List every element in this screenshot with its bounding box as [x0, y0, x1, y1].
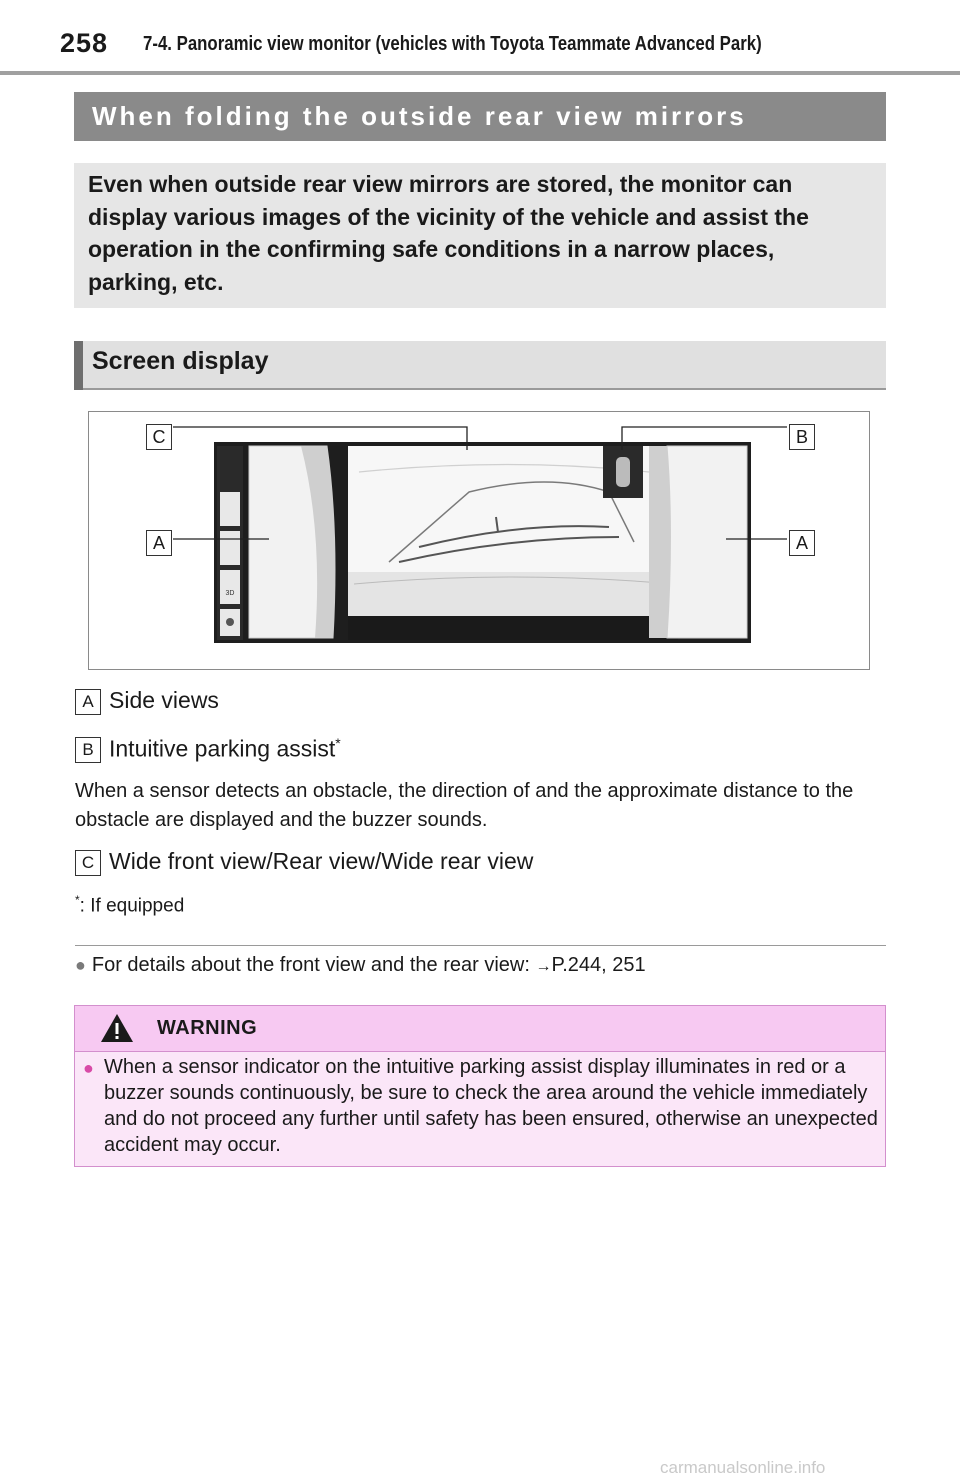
heading-accent [74, 341, 83, 390]
center-view-bottom-bar [348, 616, 678, 640]
warning-triangle-icon [99, 1012, 135, 1044]
view-button-icon [220, 492, 240, 526]
item-a-label: Side views [109, 687, 219, 713]
camera-button-icon [220, 531, 240, 565]
callout-c: C [146, 424, 172, 450]
callout-a-right: A [789, 530, 815, 556]
bullet-icon: ● [83, 1058, 94, 1078]
page-reference-link[interactable]: P.244, 251 [551, 954, 646, 976]
gear-icon [226, 618, 234, 626]
item-c-label: Wide front view/Rear view/Wide rear view [109, 848, 534, 874]
warning-box [74, 1005, 886, 1167]
screen-display-illustration [88, 411, 870, 670]
warning-header [75, 1006, 885, 1052]
callout-a-left: A [146, 530, 172, 556]
ground-area [348, 572, 678, 616]
monitor-screen-drawing [89, 412, 868, 668]
reference-note-text: For details about the front view and the rear view: [91, 954, 536, 976]
note-divider [75, 945, 886, 946]
item-b-description: When a sensor detects an obstacle, the direction of and the approximate distance to the obstacle are displayed and the buzzer sounds. [75, 780, 854, 831]
3d-button-icon [220, 570, 240, 604]
warning-body [75, 1052, 885, 1166]
section-heading-folding-mirrors [74, 92, 886, 141]
footnote-text: : If equipped [79, 895, 185, 917]
warning-text: When a sensor indicator on the intuitive parking assist display illuminates in red or a buzzer sounds continuously, be sure to check the area around the vehicle immediately and do not proceed any further until safety has been ensured, otherwise an unexpected accident may occur. [104, 1056, 878, 1156]
right-side-view [667, 446, 747, 638]
item-b-marker: B [75, 737, 101, 763]
section-heading-screen-display [74, 341, 886, 390]
item-c-marker: C [75, 850, 101, 876]
warning-title: WARNING [157, 1017, 258, 1039]
3d-button-label: 3D [225, 590, 235, 597]
item-b-label-text: Intuitive parking assist [109, 735, 336, 762]
reference-note [75, 954, 646, 977]
vehicle-icon [616, 457, 630, 487]
section-heading-text: When folding the outside rear view mirrors [92, 101, 747, 131]
intro-box [74, 163, 886, 308]
section-heading-text: Screen display [92, 347, 269, 375]
callout-b: B [789, 424, 815, 450]
chapter-title: 7-4. Panoramic view monitor (vehicles with Toyota Teammate Advanced Park) [143, 33, 762, 55]
header-divider [0, 71, 960, 75]
watermark: carmanualsonline.info [660, 1458, 826, 1477]
item-b-footnote-marker: * [335, 735, 341, 751]
page-number: 258 [60, 28, 109, 58]
intro-text: Even when outside rear view mirrors are stored, the monitor can display various images of the vicinity of the vehicle and assist the operation in the confirming safe conditions in a narrow places, parking, etc. [88, 171, 809, 295]
item-a-marker: A [75, 689, 101, 715]
footnote [75, 893, 184, 917]
bullet-icon: ● [75, 955, 86, 975]
footnote-marker: * [75, 893, 80, 907]
item-b-label [109, 735, 341, 763]
arrow-icon: → [535, 958, 552, 975]
